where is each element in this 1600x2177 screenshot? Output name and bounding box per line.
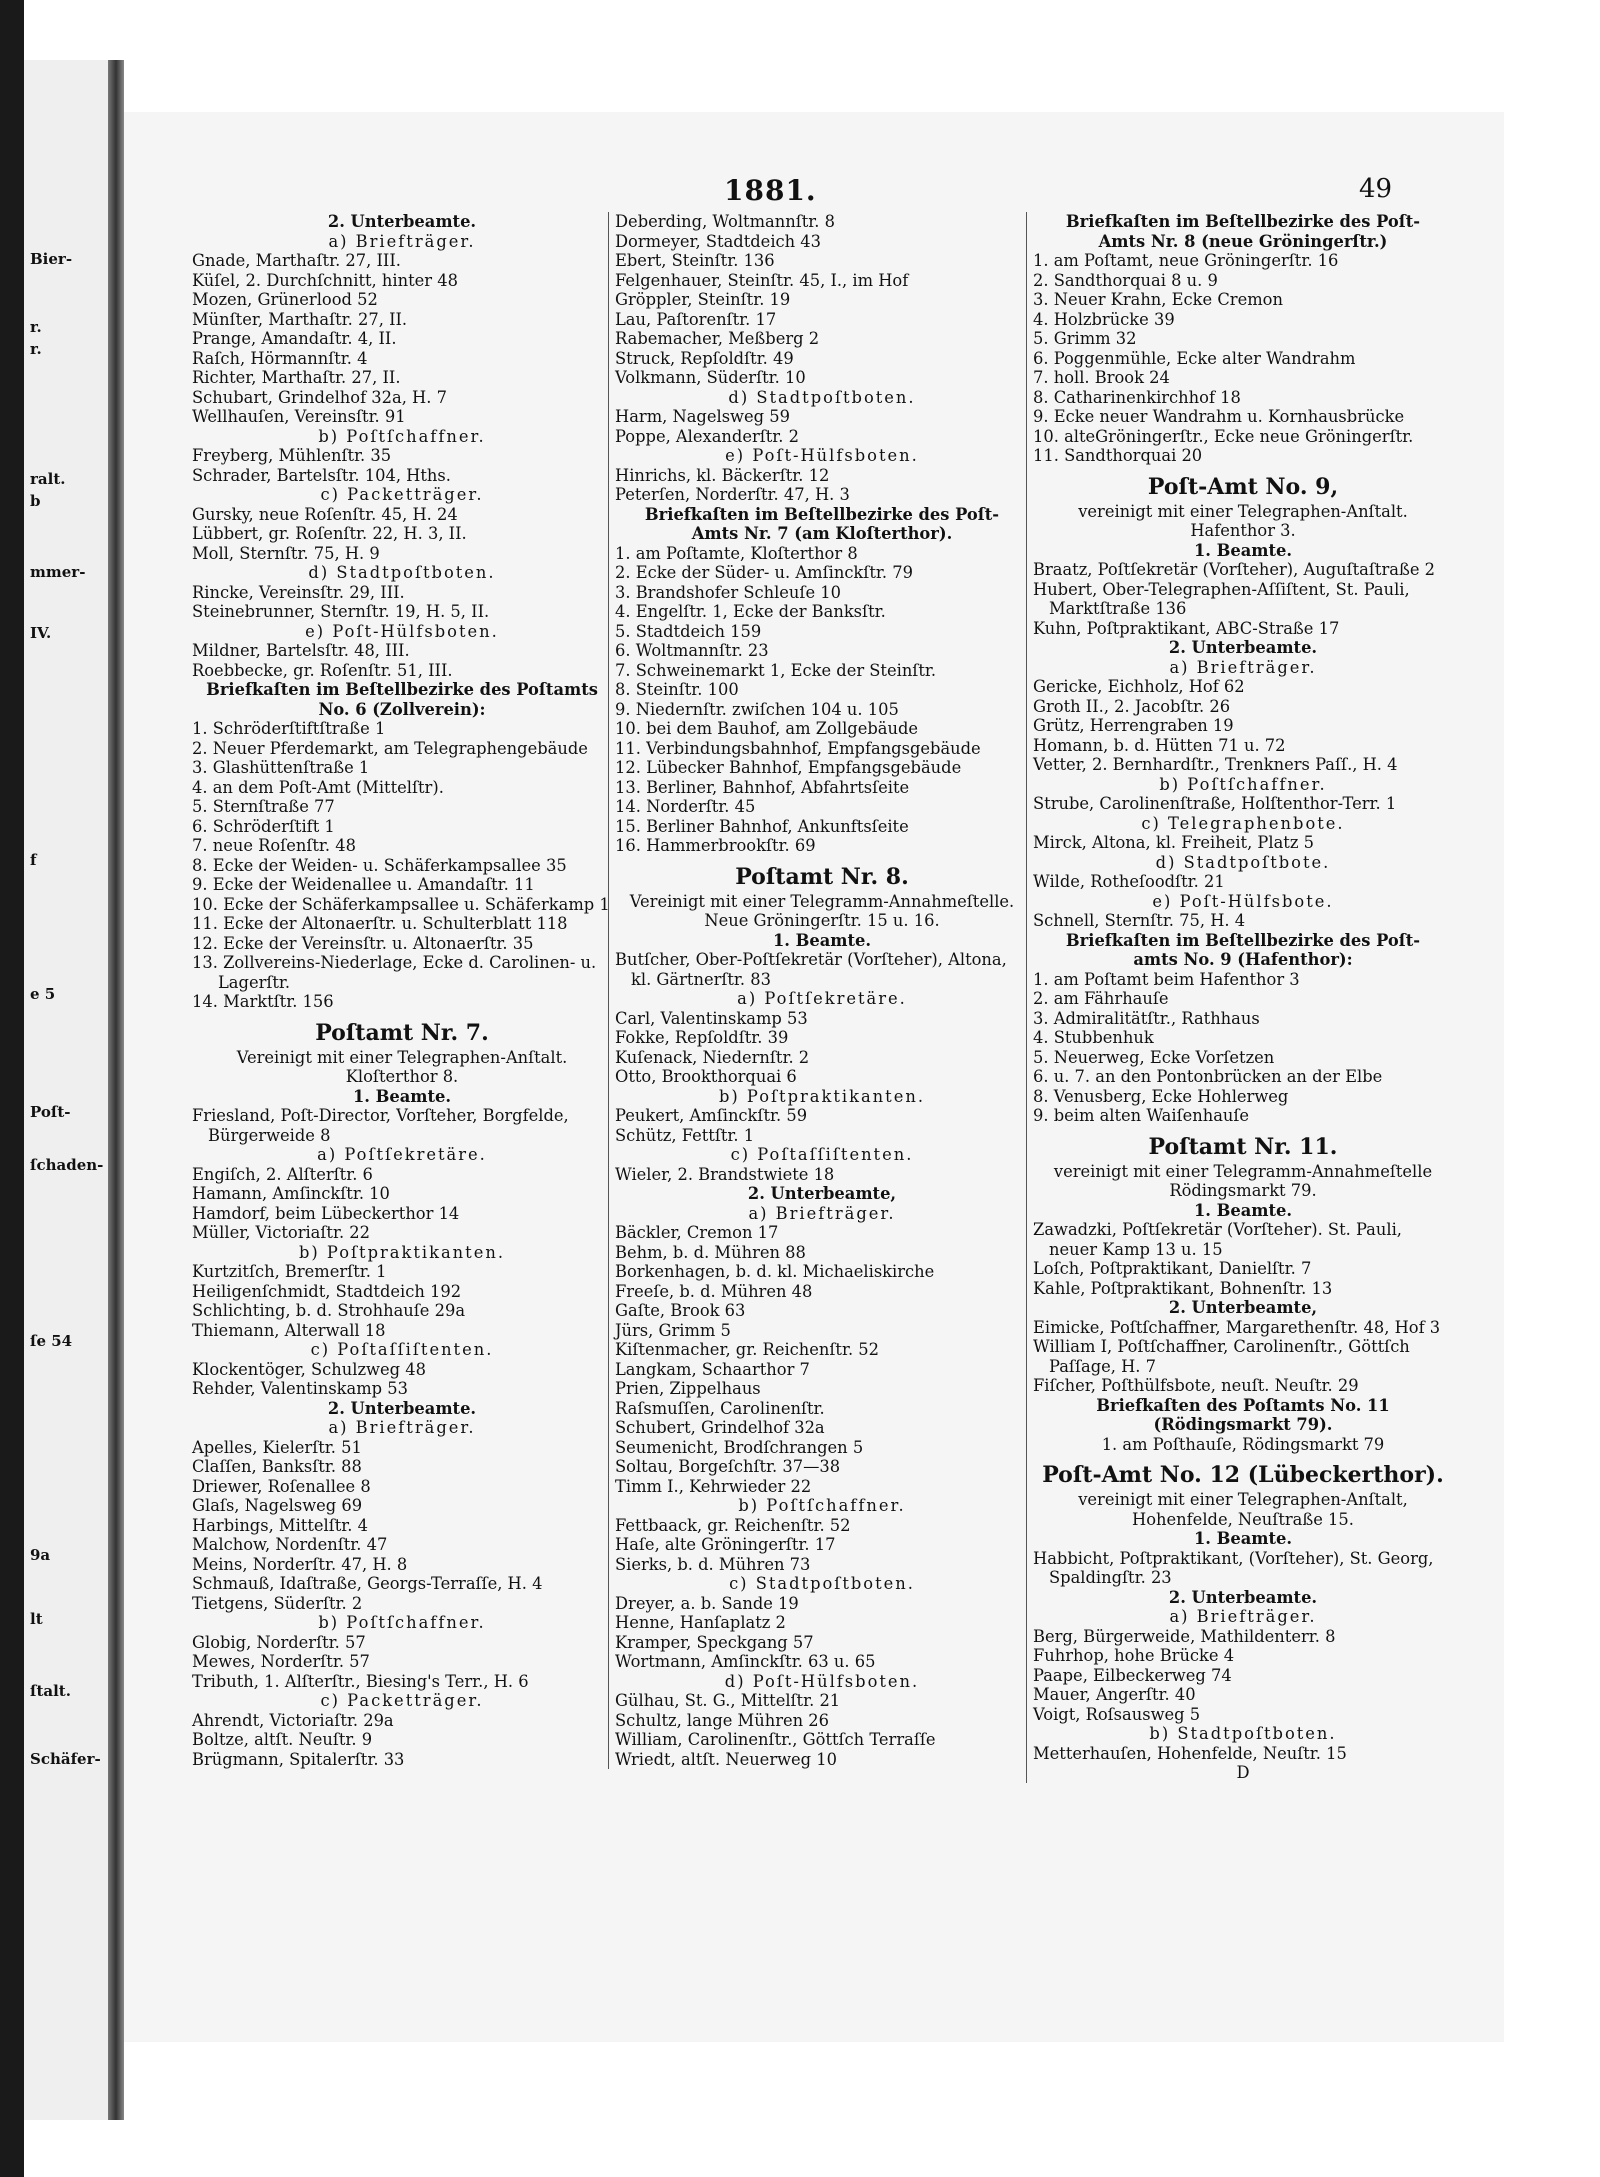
section-heading: d) Stadtpoſtboten. <box>308 563 496 582</box>
section-heading: Hohenfelde, Neuſtraße 15. <box>1132 1509 1354 1529</box>
directory-entry: Gülhau, St. G., Mittelſtr. 21 <box>615 1691 841 1710</box>
directory-entry: Hubert, Ober-Telegraphen-Aſſiſtent, St. Pauli, Marktſtraße 136 <box>1033 579 1410 618</box>
mailbox-entry: 13. Zollvereins-Niederlage, Ecke d. Carolinen- u. Lagerſtr. <box>192 953 597 992</box>
directory-entry: Schrader, Bartelsſtr. 104, Hths. <box>192 465 451 485</box>
section-heading: No. 6 (Zollverein): <box>318 699 486 719</box>
directory-entry: Rincke, Vereinsſtr. 29, III. <box>192 582 405 602</box>
previous-page-fragment: mmer- <box>30 563 86 581</box>
directory-entry: Engiſch, 2. Alſterſtr. 6 <box>192 1164 373 1184</box>
directory-entry: Steinebrunner, Sternſtr. 19, H. 5, II. <box>192 602 490 621</box>
directory-entry: Gursky, neue Roſenſtr. 45, H. 24 <box>192 504 458 524</box>
directory-entry: Boltze, altſt. Neuſtr. 9 <box>192 1730 373 1749</box>
directory-entry: Claſſen, Banksſtr. 88 <box>192 1457 362 1476</box>
mailbox-entry: 1. am Poſtamt, neue Gröningerſtr. 16 <box>1033 251 1339 270</box>
mailbox-entry: 10. Ecke der Schäferkampsallee u. Schäferkamp 1 <box>192 894 610 914</box>
mailbox-entry: 1. Schröderſtiftſtraße 1 <box>192 719 386 738</box>
previous-page-fragment: ralt. <box>30 470 66 488</box>
directory-entry: Schubert, Grindelhof 32a <box>615 1418 825 1437</box>
section-heading: vereinigt mit einer Telegramm-Annahmeſtelle <box>1053 1161 1433 1181</box>
directory-entry: William, Carolinenſtr., Göttſch Terraſſe <box>615 1730 936 1749</box>
section-heading: Poſtamt Nr. 8. <box>735 863 909 890</box>
mailbox-entry: 11. Sandthorquai 20 <box>1033 446 1203 465</box>
section-heading: a) Briefträger. <box>328 1418 476 1437</box>
section-heading: (Rödingsmarkt 79). <box>1153 1415 1333 1434</box>
directory-entry: Behm, b. d. Mühren 88 <box>615 1242 806 1262</box>
directory-entry: Langkam, Schaarthor 7 <box>615 1359 810 1379</box>
directory-entry: Braatz, Poſtſekretär (Vorſteher), Auguſtaſtraße 2 <box>1033 560 1435 579</box>
section-heading: Briefkaſten im Beſtellbezirke des Poſt- <box>1065 212 1421 231</box>
directory-entry: Felgenhauer, Steinſtr. 45, I., im Hof <box>615 270 909 290</box>
section-heading: a) Briefträger. <box>748 1203 896 1223</box>
directory-entry: Fuhrhop, hohe Brücke 4 <box>1033 1646 1235 1665</box>
directory-entry: Eimicke, Poſtſchaffner, Margarethenſtr. 48, Hof 3 <box>1033 1317 1441 1337</box>
directory-entry: Meins, Norderſtr. 47, H. 8 <box>192 1554 408 1574</box>
previous-page-fragment: ſe 54 <box>30 1332 73 1350</box>
mailbox-entry: 14. Norderſtr. 45 <box>615 797 756 816</box>
directory-entry: Mewes, Norderſtr. 57 <box>192 1652 370 1671</box>
directory-entry: Hamann, Amſinckſtr. 10 <box>192 1184 390 1203</box>
directory-entry: Homann, b. d. Hütten 71 u. 72 <box>1033 735 1286 755</box>
directory-entry: Gaſte, Brook 63 <box>615 1301 746 1320</box>
section-heading: Hafenthor 3. <box>1190 521 1296 540</box>
previous-page-fragment: r. <box>30 318 42 336</box>
mailbox-entry: 9. Ecke neuer Wandrahm u. Kornhausbrücke <box>1033 407 1405 426</box>
mailbox-entry: 5. Neuerweg, Ecke Vorſetzen <box>1033 1047 1275 1067</box>
directory-entry: Borkenhagen, b. d. kl. Michaeliskirche <box>615 1262 935 1281</box>
section-heading: 2. Unterbeamte. <box>327 1398 477 1418</box>
mailbox-entry: 10. bei dem Bauhof, am Zollgebäude <box>615 719 918 738</box>
mailbox-entry: 3. Brandshofer Schleuſe 10 <box>615 582 841 602</box>
directory-entry: Loſch, Poſtpraktikant, Danielſtr. 7 <box>1033 1259 1312 1278</box>
directory-entry: Groth II., 2. Jacobſtr. 26 <box>1033 696 1231 716</box>
directory-entry: Timm I., Kehrwieder 22 <box>615 1476 812 1496</box>
mailbox-entry: 9. beim alten Waiſenhauſe <box>1033 1106 1250 1125</box>
section-heading: b) Poſtſchaffner. <box>318 426 486 446</box>
directory-entry: Mauer, Angerſtr. 40 <box>1033 1685 1196 1704</box>
section-heading: 1. Beamte. <box>1193 1200 1293 1220</box>
page-year: 1881. <box>724 174 817 207</box>
mailbox-entry: 7. neue Roſenſtr. 48 <box>192 836 356 855</box>
directory-entry: Fiſcher, Poſthülfsbote, neuſt. Neuſtr. 29 <box>1033 1376 1359 1395</box>
section-heading: b) Poſtſchaffner. <box>738 1496 906 1515</box>
mailbox-entry: 3. Neuer Krahn, Ecke Cremon <box>1033 290 1283 309</box>
section-heading: vereinigt mit einer Telegraphen-Anſtalt, <box>1078 1490 1408 1509</box>
section-heading: d) Stadtpoſtbote. <box>1155 852 1331 872</box>
directory-entry: Globig, Norderſtr. 57 <box>192 1632 366 1652</box>
directory-entry: Thiemann, Alterwall 18 <box>192 1320 386 1340</box>
directory-entry: Roebbecke, gr. Roſenſtr. 51, III. <box>192 660 453 680</box>
directory-entry: Habbicht, Poſtpraktikant, (Vorſteher), St. Georg, Spaldingſtr. 23 <box>1033 1548 1434 1587</box>
column-1 <box>192 212 612 1769</box>
directory-entry: William I, Poſtſchaffner, Carolinenſtr., Göttſch Paſſage, H. 7 <box>1033 1337 1410 1376</box>
previous-page-fragment: Bier- <box>30 250 73 268</box>
section-heading: Amts Nr. 7 (am Kloſterthor). <box>691 524 953 543</box>
section-heading: 2. Unterbeamte. <box>1168 1587 1318 1607</box>
mailbox-entry: 4. Engelſtr. 1, Ecke der Banksſtr. <box>615 602 886 621</box>
section-heading: Briefkaſten im Beſtellbezirke des Poſt- <box>1065 930 1421 950</box>
directory-entry: Wriedt, altſt. Neuerweg 10 <box>615 1749 837 1769</box>
mailbox-entry: 9. Ecke der Weidenallee u. Amandaſtr. 11 <box>192 875 535 894</box>
previous-page-fragment: Schäfer- <box>30 1750 101 1768</box>
directory-entry: Vetter, 2. Bernhardſtr., Trenkners Paſſ., H. 4 <box>1033 755 1398 774</box>
section-heading: 2. Unterbeamte, <box>747 1184 897 1203</box>
directory-entry: Peukert, Amſinckſtr. 59 <box>615 1106 808 1125</box>
section-heading: c) Telegraphenbote. <box>1141 813 1345 833</box>
directory-entry: Rabemacher, Meßberg 2 <box>615 329 820 348</box>
mailbox-entry: 11. Verbindungsbahnhof, Empfangsgebäude <box>615 738 981 758</box>
mailbox-entry: 2. am Fährhauſe <box>1033 989 1169 1008</box>
directory-entry: Mildner, Bartelsſtr. 48, III. <box>192 641 410 660</box>
section-heading: e) Poſt-Hülfsbote. <box>1152 891 1334 911</box>
mailbox-entry: 2. Neuer Pferdemarkt, am Telegraphengebäude <box>192 738 588 758</box>
mailbox-entry: 14. Marktſtr. 156 <box>192 992 334 1011</box>
mailbox-entry: 9. Niedernſtr. zwiſchen 104 u. 105 <box>615 699 899 719</box>
section-heading: 1. Beamte. <box>1193 1529 1293 1548</box>
previous-page-fragment: e 5 <box>30 985 56 1003</box>
directory-entry: Tietgens, Süderſtr. 2 <box>192 1593 363 1613</box>
mailbox-entry: 3. Admiralitätſtr., Rathhaus <box>1033 1008 1260 1028</box>
directory-entry: Harm, Nagelsweg 59 <box>615 407 790 426</box>
directory-entry: Metterhauſen, Hohenfelde, Neuſtr. 15 <box>1033 1743 1347 1763</box>
mailbox-entry: 1. am Poſtamte, Kloſterthor 8 <box>615 543 858 563</box>
section-heading: b) Stadtpoſtboten. <box>1149 1724 1337 1743</box>
directory-entry: Grütz, Herrengraben 19 <box>1033 716 1234 735</box>
scan-left-edge <box>0 0 24 2177</box>
directory-entry: Münſter, Marthaſtr. 27, II. <box>192 309 408 329</box>
mailbox-entry: 4. Holzbrücke 39 <box>1033 309 1175 329</box>
directory-entry: Schultz, lange Mühren 26 <box>615 1710 829 1730</box>
directory-entry: Zawadzki, Poſtſekretär (Vorſteher). St. Pauli, neuer Kamp 13 u. 15 <box>1033 1220 1402 1259</box>
previous-page-fragment: ſtalt. <box>30 1682 71 1700</box>
page-header <box>124 174 1504 214</box>
previous-page-edge <box>24 60 110 2120</box>
section-heading: Poſt-Amt No. 9, <box>1147 473 1339 500</box>
mailbox-entry: 11. Ecke der Altonaerſtr. u. Schulterblatt 118 <box>192 914 568 933</box>
directory-entry: Glaſs, Nagelsweg 69 <box>192 1496 363 1515</box>
page-number: 49 <box>1359 174 1393 204</box>
mailbox-entry: 2. Sandthorquai 8 u. 9 <box>1033 270 1218 290</box>
directory-entry: Kurtzitſch, Bremerſtr. 1 <box>192 1262 387 1281</box>
directory-entry: Wortmann, Amſinckſtr. 63 u. 65 <box>615 1652 876 1671</box>
directory-entry: Prien, Zippelhaus <box>615 1379 761 1398</box>
previous-page-fragment: ſchaden- <box>30 1156 104 1174</box>
directory-entry: Struck, Repſoldſtr. 49 <box>615 348 794 368</box>
mailbox-entry: 3. Glashüttenſtraße 1 <box>192 758 370 777</box>
section-heading: vereinigt mit einer Telegraphen-Anſtalt. <box>1078 501 1408 521</box>
section-heading: e) Poſt-Hülfsboten. <box>725 446 919 465</box>
directory-entry: Poppe, Alexanderſtr. 2 <box>615 426 800 446</box>
section-heading: e) Poſt-Hülfsboten. <box>305 621 499 641</box>
directory-entry: Friesland, Poſt-Director, Vorſteher, Borgfelde, Bürgerweide 8 <box>192 1106 569 1145</box>
directory-entry: Henne, Hanſaplatz 2 <box>615 1613 786 1632</box>
directory-entry: Malchow, Nordenſtr. 47 <box>192 1535 388 1554</box>
section-heading: b) Poſtpraktikanten. <box>718 1086 926 1106</box>
directory-entry: Freyberg, Mühlenſtr. 35 <box>192 446 392 465</box>
section-heading: 2. Unterbeamte. <box>327 212 477 231</box>
directory-entry: Voigt, Roſsausweg 5 <box>1033 1704 1201 1724</box>
section-heading: Poſt-Amt No. 12 (Lübeckerthor). <box>1042 1462 1444 1488</box>
section-heading: c) Poſtaſſiſtenten. <box>310 1340 494 1359</box>
directory-entry: Lübbert, gr. Roſenſtr. 22, H. 3, II. <box>192 524 467 543</box>
section-heading: Amts Nr. 8 (neue Gröningerſtr.) <box>1098 231 1388 251</box>
directory-entry: Gröppler, Steinſtr. 19 <box>615 290 791 309</box>
directory-entry: Deberding, Woltmannſtr. 8 <box>615 212 835 231</box>
mailbox-entry: 12. Ecke der Vereinsſtr. u. Altonaerſtr. 35 <box>192 933 534 953</box>
directory-entry: Dormeyer, Stadtdeich 43 <box>615 231 822 251</box>
section-heading: 2. Unterbeamte. <box>1168 638 1318 657</box>
previous-page-fragment: 9a <box>30 1546 51 1564</box>
mailbox-entry: 1. am Poſtamt beim Hafenthor 3 <box>1033 969 1300 989</box>
directory-entry: Strube, Carolinenſtraße, Holſtenthor-Terr. 1 <box>1033 794 1397 813</box>
section-heading: a) Briefträger. <box>1169 1607 1317 1626</box>
mailbox-entry: 12. Lübecker Bahnhof, Empfangsgebäude <box>615 758 962 777</box>
section-heading: a) Poſtſekretäre. <box>317 1145 487 1164</box>
section-heading: 1. Beamte. <box>1193 540 1293 560</box>
directory-entry: Jürs, Grimm 5 <box>615 1320 731 1340</box>
section-heading: amts No. 9 (Hafenthor): <box>1133 950 1353 969</box>
section-heading: Briefkaſten im Beſtellbezirke des Poſt- <box>644 504 1000 524</box>
section-heading: Poſtamt Nr. 11. <box>1148 1133 1338 1160</box>
mailbox-entry: 4. Stubbenhuk <box>1033 1028 1154 1047</box>
directory-entry: Lau, Paſtorenſtr. 17 <box>615 309 777 329</box>
directory-entry: Mirck, Altona, kl. Freiheit, Platz 5 <box>1033 833 1314 852</box>
mailbox-entry: 6. Schröderſtift 1 <box>192 816 335 836</box>
previous-page-fragment: IV. <box>30 624 52 642</box>
section-heading: 1. Beamte. <box>352 1086 452 1106</box>
directory-entry: Tributh, 1. Alſterſtr., Biesing's Terr., H. 6 <box>192 1671 529 1691</box>
directory-entry: Rehder, Valentinskamp 53 <box>192 1379 408 1398</box>
section-heading: 1. Beamte. <box>772 930 872 950</box>
section-heading: d) Stadtpoſtboten. <box>728 387 916 407</box>
mailbox-entry: 10. alteGröningerſtr., Ecke neue Gröningerſtr. <box>1033 426 1414 446</box>
directory-entry: Prange, Amandaſtr. 4, II. <box>192 329 397 348</box>
directory-entry: Sierks, b. d. Mühren 73 <box>615 1554 811 1574</box>
mailbox-entry: 6. u. 7. an den Pontonbrücken an der Elbe <box>1033 1067 1383 1086</box>
directory-entry: Kramper, Speckgang 57 <box>615 1632 814 1652</box>
directory-entry: Wellhauſen, Vereinsſtr. 91 <box>192 407 406 426</box>
section-heading: b) Poſtſchaffner. <box>1159 774 1327 794</box>
mailbox-entry: 13. Berliner, Bahnhof, Abfahrtsſeite <box>615 777 910 797</box>
directory-entry: Hinrichs, kl. Bäckerſtr. 12 <box>615 465 830 485</box>
section-heading: c) Stadtpoſtboten. <box>729 1574 915 1593</box>
directory-entry: Peterſen, Norderſtr. 47, H. 3 <box>615 485 850 504</box>
directory-entry: Harbings, Mittelſtr. 4 <box>192 1515 369 1535</box>
mailbox-entry: 2. Ecke der Süder- u. Amſinckſtr. 79 <box>615 563 913 582</box>
directory-entry: Müller, Victoriaſtr. 22 <box>192 1223 371 1242</box>
section-heading: a) Briefträger. <box>328 231 476 251</box>
directory-entry: Butſcher, Ober-Poſtſekretär (Vorſteher), Altona, kl. Gärtnerſtr. 83 <box>615 950 1007 989</box>
section-heading: Rödingsmarkt 79. <box>1169 1181 1317 1200</box>
directory-entry: Kuſenack, Niedernſtr. 2 <box>615 1047 810 1067</box>
section-heading: Neue Gröningerſtr. 15 u. 16. <box>704 911 940 930</box>
directory-entry: Wilde, Rotheſoodſtr. 21 <box>1033 872 1225 891</box>
section-heading: c) Packetträger. <box>320 485 484 504</box>
section-heading: b) Poſtpraktikanten. <box>298 1242 506 1262</box>
directory-entry: Bäckler, Cremon 17 <box>615 1223 779 1242</box>
mailbox-entry: 5. Grimm 32 <box>1033 329 1137 348</box>
directory-entry: Seumenicht, Brodſchrangen 5 <box>615 1437 864 1457</box>
section-heading: b) Poſtſchaffner. <box>318 1613 486 1632</box>
directory-entry: Brügmann, Spitalerſtr. 33 <box>192 1749 405 1769</box>
directory-entry: Wieler, 2. Brandstwiete 18 <box>615 1164 835 1184</box>
section-heading: Vereinigt mit einer Telegramm-Annahmeſtelle. <box>629 891 1015 911</box>
section-heading: Kloſterthor 8. <box>345 1067 459 1086</box>
directory-entry: Gericke, Eichholz, Hof 62 <box>1033 677 1245 696</box>
mailbox-entry: 4. an dem Poſt-Amt (Mittelſtr). <box>192 777 444 797</box>
section-heading: Poſtamt Nr. 7. <box>315 1019 489 1046</box>
book-gutter <box>108 60 124 2120</box>
directory-entry: Schlichting, b. d. Strohhauſe 29a <box>192 1301 466 1320</box>
mailbox-entry: 15. Berliner Bahnhof, Ankunftsſeite <box>615 816 909 836</box>
directory-entry: Mozen, Grünerlood 52 <box>192 290 378 309</box>
section-heading: Briefkaſten im Beſtellbezirke des Poſtamts <box>206 680 598 699</box>
section-heading: Vereinigt mit einer Telegraphen-Anſtalt. <box>236 1047 568 1067</box>
mailbox-entry: 6. Poggenmühle, Ecke alter Wandrahm <box>1033 348 1356 368</box>
directory-entry: Klockentöger, Schulzweg 48 <box>192 1359 426 1379</box>
directory-entry: Schnell, Sternſtr. 75, H. 4 <box>1033 911 1246 930</box>
column-2 <box>608 212 1029 1769</box>
section-heading: c) Packetträger. <box>320 1691 484 1710</box>
section-heading: D <box>1236 1763 1250 1782</box>
directory-entry: Hamdorf, beim Lübeckerthor 14 <box>192 1203 460 1223</box>
directory-entry: Apelles, Kielerſtr. 51 <box>192 1437 362 1457</box>
directory-entry: Moll, Sternſtr. 75, H. 9 <box>192 543 380 563</box>
section-heading: a) Briefträger. <box>1169 657 1317 677</box>
section-heading: Briefkaſten des Poſtamts No. 11 <box>1096 1395 1390 1415</box>
mailbox-entry: 7. Schweinemarkt 1, Ecke der Steinſtr. <box>615 660 937 680</box>
directory-entry: Raſch, Hörmannſtr. 4 <box>192 348 368 368</box>
directory-entry: Kahle, Poſtpraktikant, Bohnenſtr. 13 <box>1033 1278 1333 1298</box>
directory-entry: Freeſe, b. d. Mühren 48 <box>615 1281 813 1301</box>
directory-entry: Küſel, 2. Durchſchnitt, hinter 48 <box>192 270 458 290</box>
mailbox-entry: 8. Ecke der Weiden- u. Schäferkampsallee 35 <box>192 855 567 875</box>
mailbox-entry: 8. Steinſtr. 100 <box>615 680 739 699</box>
directory-entry: Haſe, alte Gröningerſtr. 17 <box>615 1535 836 1554</box>
mailbox-entry: 5. Sternſtraße 77 <box>192 797 335 816</box>
directory-entry: Heiligenſchmidt, Stadtdeich 192 <box>192 1281 462 1301</box>
directory-entry: Berg, Bürgerweide, Mathildenterr. 8 <box>1033 1626 1336 1646</box>
directory-entry: Kuhn, Poſtpraktikant, ABC-Straße 17 <box>1033 618 1340 638</box>
directory-entry: Gnade, Marthaſtr. 27, III. <box>192 251 401 270</box>
section-heading: 2. Unterbeamte, <box>1168 1298 1318 1317</box>
mailbox-entry: 6. Woltmannſtr. 23 <box>615 641 769 660</box>
previous-page-fragment: Poſt- <box>30 1103 71 1121</box>
section-heading: a) Poſtſekretäre. <box>737 989 907 1008</box>
directory-entry: Raſsmuſſen, Carolinenſtr. <box>615 1398 825 1418</box>
previous-page-fragment: r. <box>30 340 42 358</box>
directory-entry: Driewer, Roſenallee 8 <box>192 1476 371 1496</box>
section-heading: c) Poſtaſſiſtenten. <box>730 1145 914 1164</box>
mailbox-entry: 7. holl. Brook 24 <box>1033 368 1170 387</box>
directory-entry: Soltau, Borgeſchſtr. 37—38 <box>615 1457 841 1476</box>
previous-page-fragment: b <box>30 492 41 510</box>
directory-entry: Dreyer, a. b. Sande 19 <box>615 1593 799 1613</box>
previous-page-fragment: lt <box>30 1610 43 1628</box>
directory-entry: Ebert, Steinſtr. 136 <box>615 251 775 270</box>
directory-entry: Schmauß, Idaſtraße, Georgs-Terraſſe, H. 4 <box>192 1574 543 1593</box>
column-3 <box>1026 212 1453 1783</box>
section-heading: d) Poſt-Hülfsboten. <box>724 1671 920 1691</box>
directory-entry: Kiſtenmacher, gr. Reichenſtr. 52 <box>615 1340 880 1359</box>
mailbox-entry: 8. Catharinenkirchhof 18 <box>1033 387 1241 407</box>
page <box>124 112 1504 2042</box>
directory-entry: Ahrendt, Victoriaſtr. 29a <box>192 1710 394 1730</box>
directory-entry: Richter, Marthaſtr. 27, II. <box>192 368 401 387</box>
directory-entry: Otto, Brookthorquai 6 <box>615 1067 797 1086</box>
mailbox-entry: 5. Stadtdeich 159 <box>615 621 762 641</box>
directory-entry: Schubart, Grindelhof 32a, H. 7 <box>192 387 447 407</box>
mailbox-entry: 16. Hammerbrookſtr. 69 <box>615 836 816 855</box>
previous-page-fragment: f <box>30 851 37 869</box>
directory-entry: Fokke, Repſoldſtr. 39 <box>615 1028 789 1047</box>
directory-entry: Schütz, Fettſtr. 1 <box>615 1125 755 1145</box>
mailbox-entry: 8. Venusberg, Ecke Hohlerweg <box>1033 1086 1289 1106</box>
directory-entry: Carl, Valentinskamp 53 <box>615 1008 808 1028</box>
directory-entry: Fettbaack, gr. Reichenſtr. 52 <box>615 1515 851 1535</box>
directory-entry: Paape, Eilbeckerweg 74 <box>1033 1665 1232 1685</box>
directory-entry: Volkmann, Süderſtr. 10 <box>615 368 806 387</box>
section-heading: 1. am Poſthauſe, Rödingsmarkt 79 <box>1101 1434 1385 1454</box>
